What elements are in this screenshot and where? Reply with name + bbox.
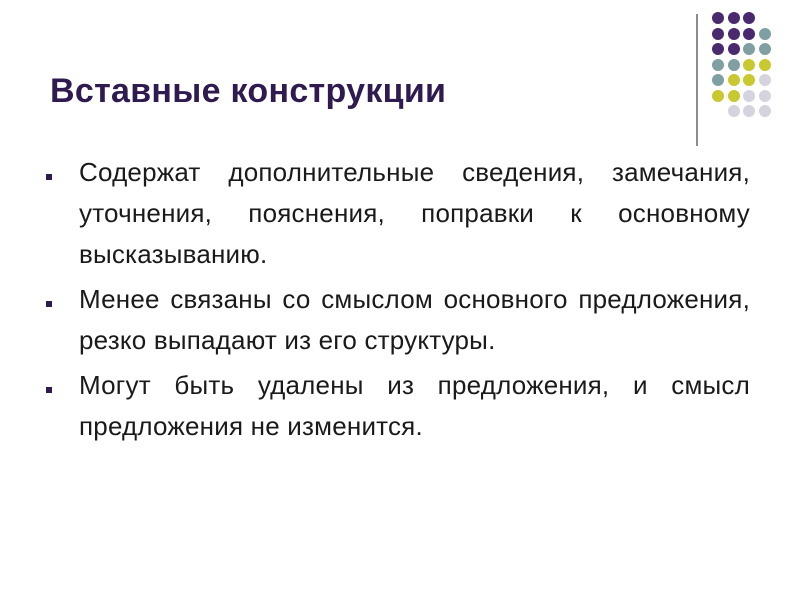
bullet-item-3 xyxy=(44,365,750,447)
decorative-dot xyxy=(728,28,740,40)
slide-title: Вставные конструкции xyxy=(50,72,447,110)
decorative-dot xyxy=(743,43,755,55)
decorative-dot xyxy=(743,28,755,40)
decorative-dot xyxy=(712,43,724,55)
decorative-dot xyxy=(759,74,771,86)
decorative-dot xyxy=(728,105,740,117)
decorative-dot xyxy=(728,43,740,55)
decorative-dot xyxy=(759,28,771,40)
decorative-dot xyxy=(712,12,724,24)
decorative-dot xyxy=(712,74,724,86)
bullet-list xyxy=(44,152,750,451)
decorative-dot xyxy=(712,90,724,102)
decorative-dot xyxy=(728,12,740,24)
bullet-item-1 xyxy=(44,152,750,275)
decorative-dot xyxy=(743,90,755,102)
decorative-dot xyxy=(728,74,740,86)
bullet-text: Содержат дополнительные сведения, замечания, уточнения, пояснения, поправки к основному высказыванию. xyxy=(79,157,750,269)
decorative-dot xyxy=(759,90,771,102)
bullet-text: Менее связаны со смыслом основного предложения, резко выпадают из его структуры. xyxy=(79,284,750,355)
bullet-square-icon xyxy=(46,301,52,307)
decorative-dot xyxy=(743,74,755,86)
bullet-square-icon xyxy=(46,174,52,180)
decorative-dot xyxy=(743,59,755,71)
decorative-dot xyxy=(728,59,740,71)
decorative-divider-line xyxy=(696,14,698,146)
decorative-dot xyxy=(728,90,740,102)
bullet-item-2 xyxy=(44,279,750,361)
decorative-dot xyxy=(759,59,771,71)
decorative-dot xyxy=(759,105,771,117)
bullet-square-icon xyxy=(46,387,52,393)
decorative-dot xyxy=(759,43,771,55)
decorative-dot xyxy=(712,59,724,71)
decorative-dot xyxy=(712,28,724,40)
bullet-text: Могут быть удалены из предложения, и смысл предложения не изменится. xyxy=(79,370,750,441)
decorative-dot xyxy=(743,12,755,24)
decorative-dot xyxy=(743,105,755,117)
